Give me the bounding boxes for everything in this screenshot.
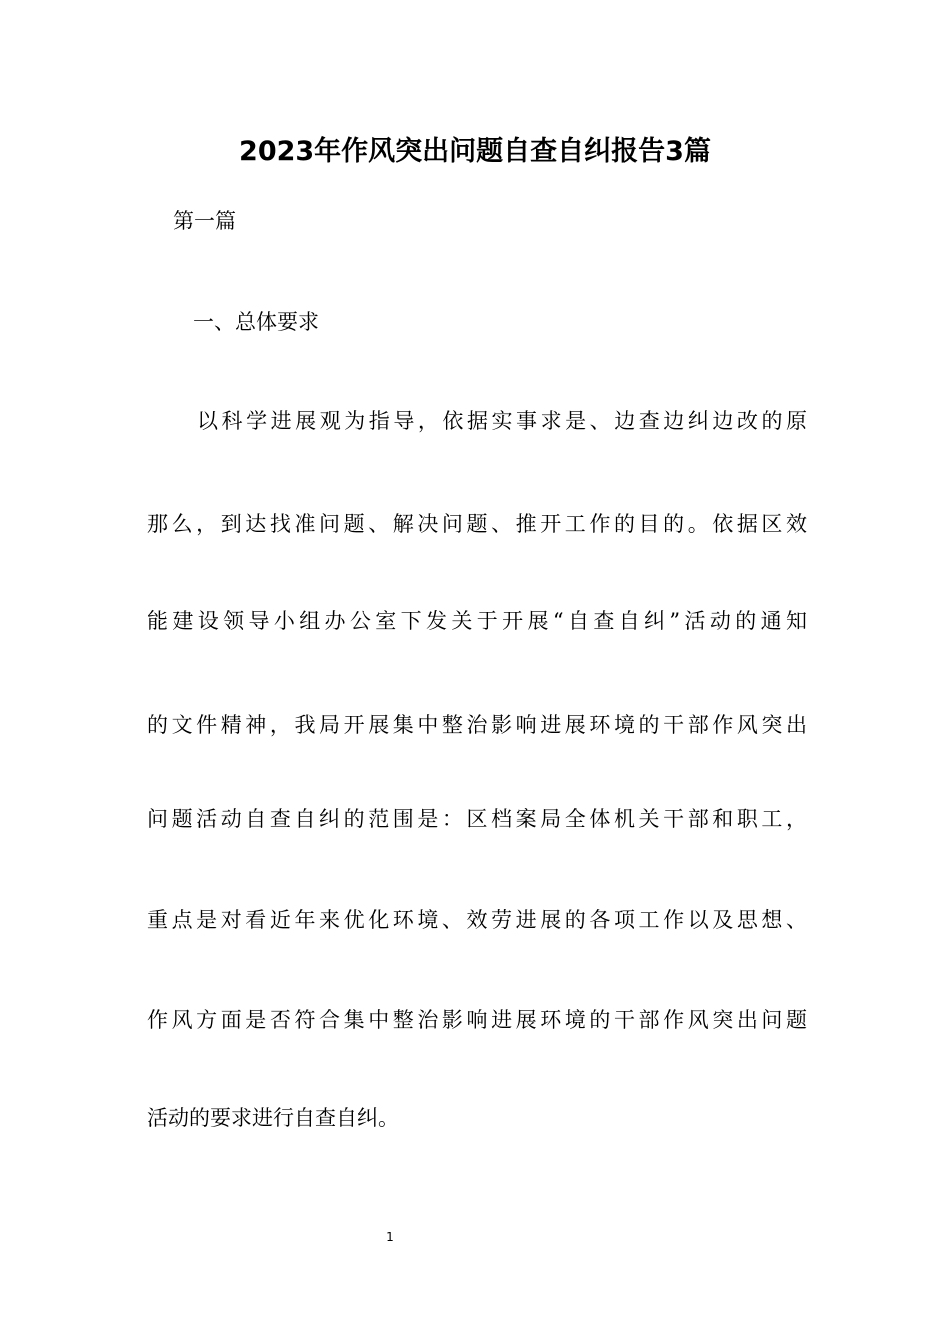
paragraph-line: 活动的要求进行自查自纠。	[147, 1106, 399, 1130]
section-heading: 一、总体要求	[193, 310, 319, 334]
paragraph-line: 以科学进展观为指导，依据实事求是、边查边纠边改的原	[197, 409, 807, 433]
page-number: 1	[386, 1230, 394, 1244]
paragraph-line: 作风方面是否符合集中整治影响进展环境的干部作风突出问题	[147, 1008, 807, 1032]
paragraph-line: 能建设领导小组办公室下发关于开展“自查自纠”活动的通知	[147, 609, 807, 633]
paragraph-line: 的文件精神，我局开展集中整治影响进展环境的干部作风突出	[147, 713, 807, 737]
paragraph-line: 那么，到达找准问题、解决问题、推开工作的目的。依据区效	[147, 512, 807, 536]
paragraph-line: 重点是对看近年来优化环境、效劳进展的各项工作以及思想、	[147, 908, 807, 932]
paragraph-line: 问题活动自查自纠的范围是：区档案局全体机关干部和职工，	[147, 807, 807, 831]
section-label: 第一篇	[173, 209, 236, 233]
document-title: 2023年作风突出问题自查自纠报告3篇	[239, 136, 711, 167]
